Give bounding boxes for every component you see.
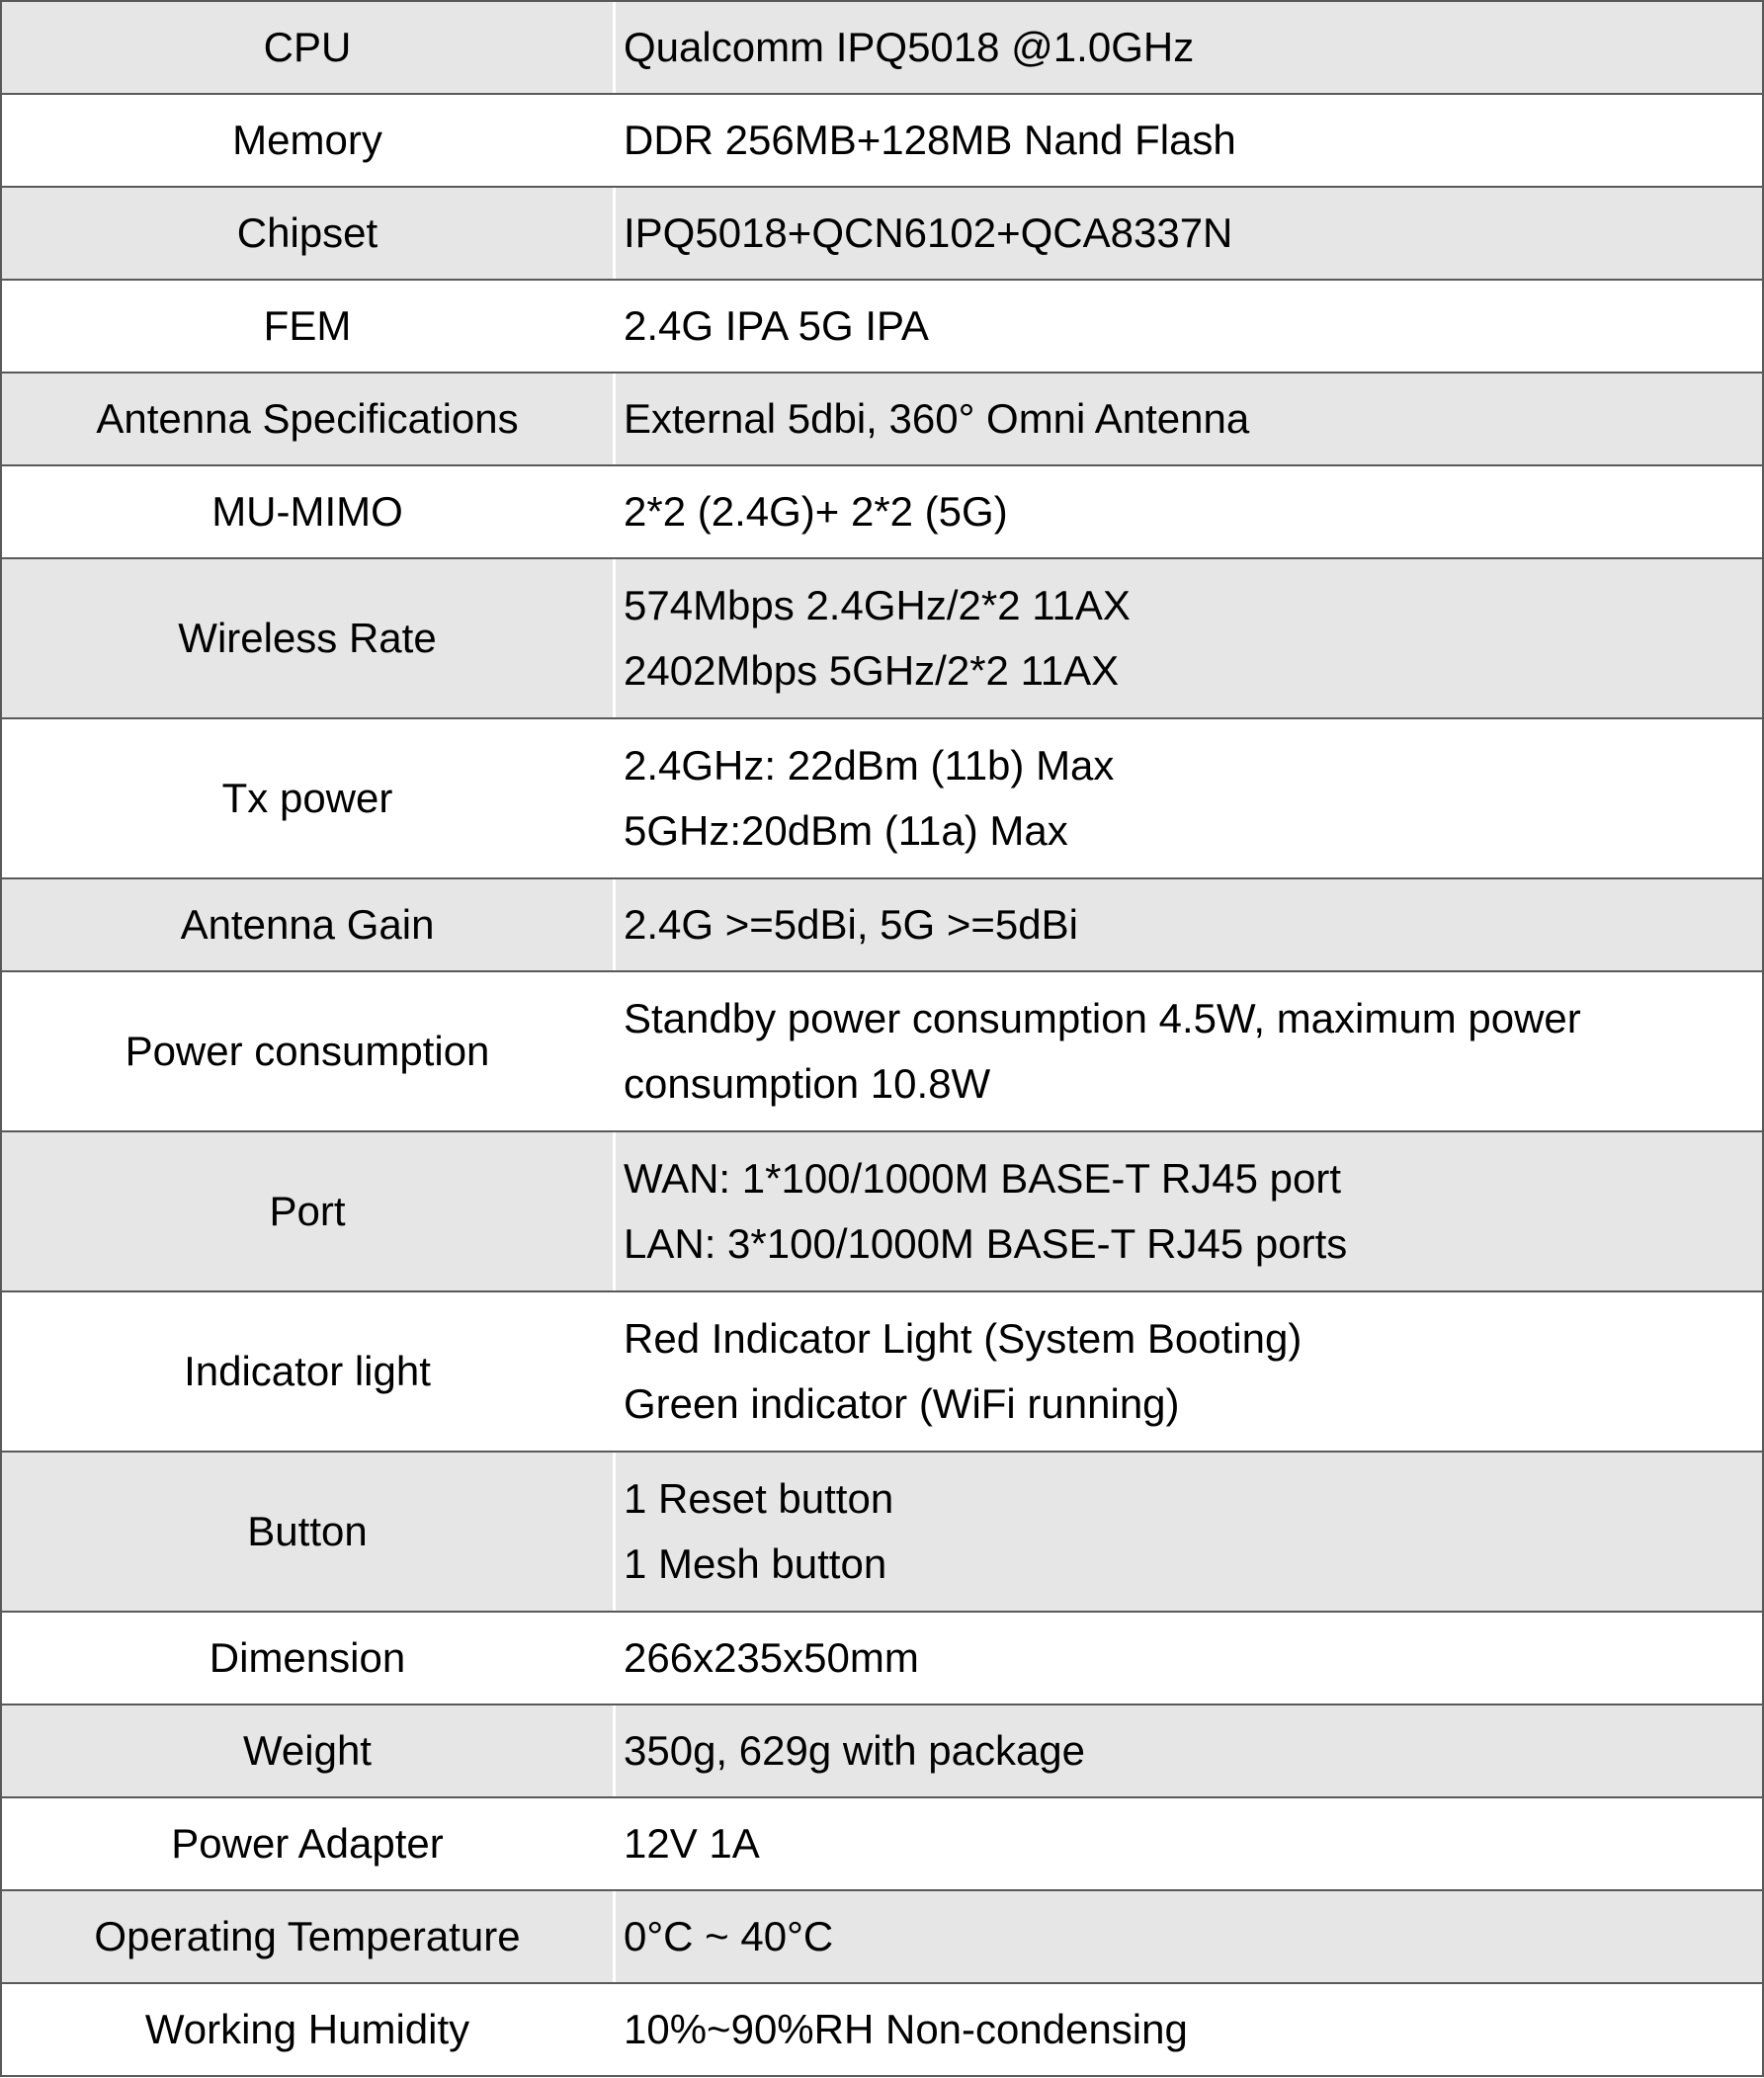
spec-value: [616, 1292, 1762, 1451]
spec-value: [616, 879, 1762, 970]
spec-label: Antenna Specifications: [2, 374, 616, 464]
spec-value: [616, 281, 1762, 372]
spec-label: Power consumption: [2, 972, 616, 1130]
table-row: [2, 879, 1762, 972]
spec-value: [616, 1132, 1762, 1290]
spec-value-line: 2.4G IPA 5G IPA: [624, 302, 929, 349]
spec-value-line: 266x235x50mm: [624, 1634, 919, 1681]
spec-value-line: 1 Reset button: [624, 1475, 894, 1522]
spec-label: Chipset: [2, 188, 616, 279]
spec-label: Indicator light: [2, 1292, 616, 1451]
spec-value: [616, 1891, 1762, 1982]
spec-value: [616, 719, 1762, 877]
table-row: [2, 972, 1762, 1132]
spec-value-line: IPQ5018+QCN6102+QCA8337N: [624, 209, 1233, 256]
table-row: [2, 719, 1762, 879]
spec-label: Button: [2, 1453, 616, 1611]
spec-value-line: Red Indicator Light (System Booting): [624, 1315, 1302, 1362]
spec-value-line: 2.4G >=5dBi, 5G >=5dBi: [624, 901, 1078, 948]
table-row: [2, 2, 1762, 95]
spec-value-line: 5GHz:20dBm (11a) Max: [624, 807, 1068, 854]
spec-value-line: LAN: 3*100/1000M BASE-T RJ45 ports: [624, 1220, 1348, 1267]
table-row: [2, 1132, 1762, 1292]
spec-value: [616, 559, 1762, 717]
table-row: [2, 1453, 1762, 1613]
table-row: [2, 374, 1762, 466]
spec-label: FEM: [2, 281, 616, 372]
spec-value: [616, 466, 1762, 557]
table-row: [2, 1292, 1762, 1453]
spec-label: Tx power: [2, 719, 616, 877]
spec-value: [616, 1705, 1762, 1796]
spec-value-line: 10%~90%RH Non-condensing: [624, 2006, 1188, 2052]
spec-value: [616, 95, 1762, 186]
spec-value-line: External 5dbi, 360° Omni Antenna: [624, 395, 1250, 442]
spec-value-line: 574Mbps 2.4GHz/2*2 11AX: [624, 582, 1131, 628]
spec-label: Antenna Gain: [2, 879, 616, 970]
table-row: [2, 1798, 1762, 1891]
spec-value-line: WAN: 1*100/1000M BASE-T RJ45 port: [624, 1155, 1341, 1202]
spec-value: [616, 972, 1762, 1130]
spec-value-line: 2*2 (2.4G)+ 2*2 (5G): [624, 488, 1008, 535]
spec-value: [616, 1453, 1762, 1611]
spec-value: [616, 188, 1762, 279]
spec-value-line: 1 Mesh button: [624, 1540, 887, 1587]
table-row: [2, 1705, 1762, 1798]
spec-value: [616, 1613, 1762, 1704]
spec-label: CPU: [2, 2, 616, 93]
table-row: [2, 188, 1762, 281]
spec-value-line: Green indicator (WiFi running): [624, 1380, 1180, 1427]
spec-value-line: 2402Mbps 5GHz/2*2 11AX: [624, 647, 1120, 694]
table-row: [2, 466, 1762, 559]
table-row: [2, 1891, 1762, 1984]
spec-label: Weight: [2, 1705, 616, 1796]
spec-label: Memory: [2, 95, 616, 186]
spec-value: [616, 2, 1762, 93]
spec-label: MU-MIMO: [2, 466, 616, 557]
spec-value-line: 0°C ~ 40°C: [624, 1913, 834, 1959]
spec-label: Port: [2, 1132, 616, 1290]
spec-value-line: 350g, 629g with package: [624, 1727, 1086, 1774]
spec-label: Wireless Rate: [2, 559, 616, 717]
spec-value-line: consumption 10.8W: [624, 1060, 991, 1107]
spec-value-line: Qualcomm IPQ5018 @1.0GHz: [624, 24, 1195, 70]
spec-value: [616, 1798, 1762, 1889]
spec-value-line: Standby power consumption 4.5W, maximum power: [624, 995, 1581, 1041]
table-row: [2, 281, 1762, 374]
spec-value-line: 12V 1A: [624, 1820, 760, 1867]
spec-value: [616, 374, 1762, 464]
spec-label: Dimension: [2, 1613, 616, 1704]
spec-label: Working Humidity: [2, 1984, 616, 2075]
spec-label: Power Adapter: [2, 1798, 616, 1889]
table-row: [2, 1613, 1762, 1705]
spec-value: [616, 1984, 1762, 2075]
spec-label: Operating Temperature: [2, 1891, 616, 1982]
table-row: [2, 95, 1762, 188]
spec-value-line: 2.4GHz: 22dBm (11b) Max: [624, 742, 1115, 789]
table-row: [2, 559, 1762, 719]
table-row: [2, 1984, 1762, 2075]
spec-value-line: DDR 256MB+128MB Nand Flash: [624, 117, 1236, 163]
